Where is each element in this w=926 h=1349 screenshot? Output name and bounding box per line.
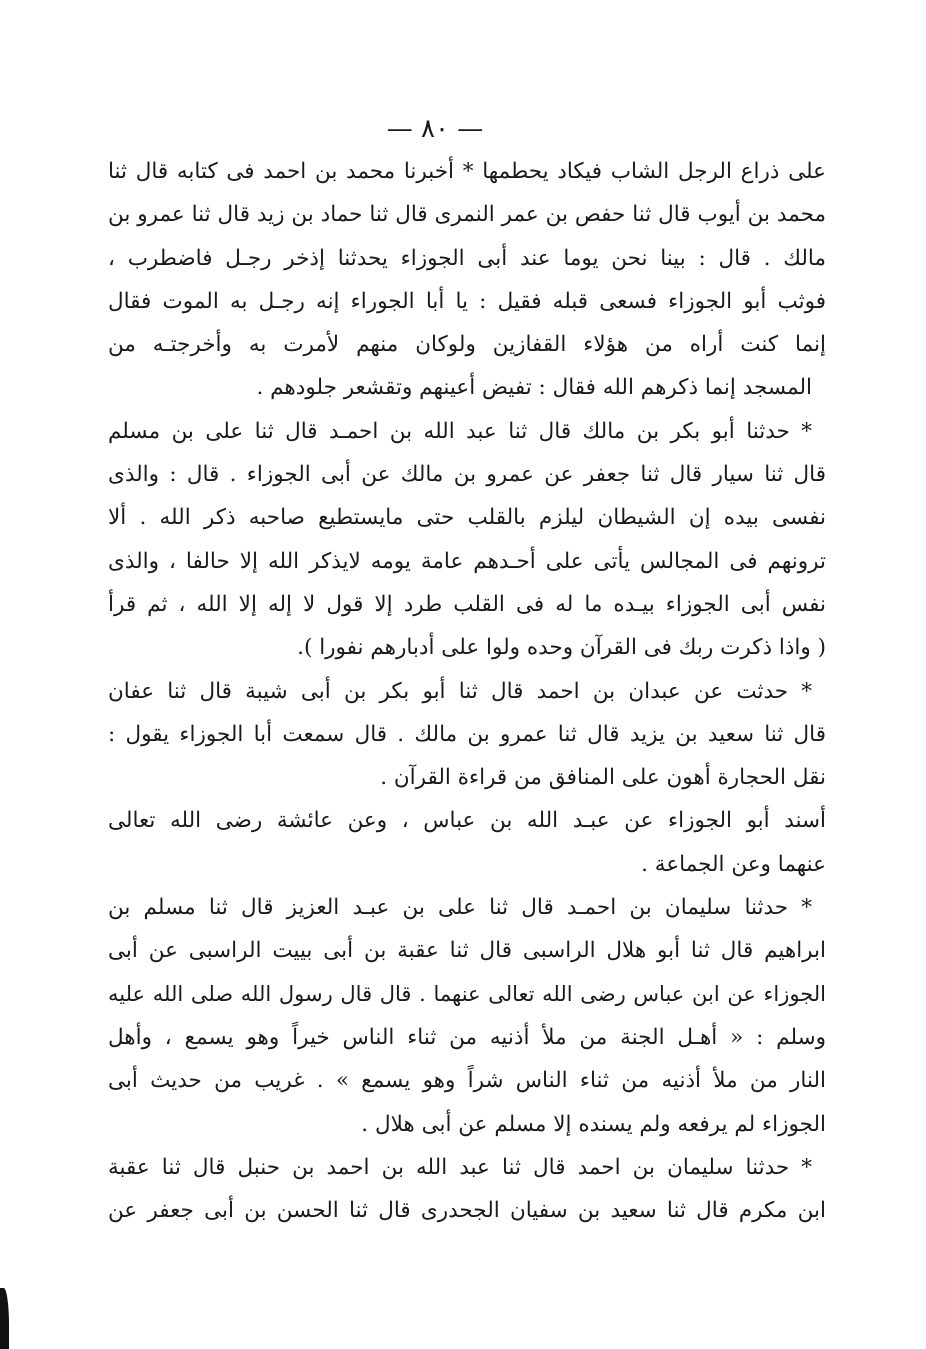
text-line: * حدثنا سليمان بن احمد قال ثنا عبد الله بن احمد بن حنبل قال ثنا عقبة: [108, 1154, 812, 1180]
text-line: ابن مكرم قال ثنا سعيد بن سفيان الجحدرى قال ثنا الحسن بن أبى جعفر عن: [108, 1198, 826, 1224]
text-line: ابراهيم قال ثنا أبو هلال الراسبى قال ثنا عقبة بن أبى بييت الراسبى عن أبى: [108, 938, 826, 964]
text-line: الجوزاء عن ابن عباس رضى الله تعالى عنهما . قال قال رسول الله صلى الله عليه: [108, 981, 826, 1006]
text-line: قال ثنا سيار قال ثنا جعفر عن عمرو بن مالك عن أبى الجوزاء . قال : والذى: [108, 462, 826, 488]
text-line: النار من ملأ أذنيه من ثناء الناس شراً وهو يسمع » . غريب من حديث أبى: [108, 1068, 826, 1094]
text-line: نفس أبى الجوزاء بيـده ما له فى القلب طرد إلا قول لا إله إلا الله ، ثم قرأ: [108, 591, 826, 617]
text-line: ترونهم فى المجالس يأتى على أحـدهم عامة يومه لايذكر الله إلا حالفا ، والذى: [108, 548, 826, 574]
text-line: إنما كنت أراه من هؤلاء القفازين ولوكان منهم لأمرت به وأخرجتـه من: [108, 332, 826, 358]
text-line: * حدثت عن عبدان بن احمد قال ثنا أبو بكر بن أبى شيبة قال ثنا عفان: [108, 678, 812, 704]
text-line: عنهما وعن الجماعة .: [641, 851, 826, 877]
text-line: محمد بن أيوب قال ثنا حفص بن عمر النمرى قال ثنا حماد بن زيد قال ثنا عمرو بن: [108, 202, 826, 228]
text-line: فوثب أبو الجوزاء فسعى قبله فقيل : يا أبا الجوراء إنه رجـل به الموت فقال: [108, 288, 826, 314]
text-line: مالك . قال : بينا نحن يوما عند أبى الجوزاء يحدثنا إذخر رجـل فاضطرب ،: [108, 245, 826, 271]
text-line: أسند أبو الجوزاء عن عبـد الله بن عباس ، وعن عائشة رضى الله تعالى: [108, 808, 826, 834]
body-text: [108, 150, 826, 1232]
text-line: قال ثنا سعيد بن يزيد قال ثنا عمرو بن مالك . قال سمعت أبا الجوزاء يقول :: [108, 721, 826, 747]
page-number: — ٨٠ —: [386, 114, 484, 144]
text-line: نفسى بيده إن الشيطان ليلزم بالقلب حتى مايستطيع صاحبه ذكر الله . ألا: [108, 505, 826, 531]
text-line: المسجد إنما ذكرهم الله فقال : تفيض أعينهم وتقشعر جلودهم .: [256, 375, 812, 401]
text-line: * حدثنا سليمان بن احمـد قال ثنا على بن عبـد العزيز قال ثنا مسلم بن: [108, 895, 812, 921]
text-line: على ذراع الرجل الشاب فيكاد يحطمها * أخبرنا محمد بن احمد فى كتابه قال ثنا: [108, 159, 826, 184]
text-line: الجوزاء لم يرفعه ولم يسنده إلا مسلم عن أبى هلال .: [361, 1111, 826, 1137]
text-line: وسلم : « أهـل الجنة من ملأ أذنيه من ثناء الناس خيراً وهو يسمع ، وأهل: [108, 1024, 826, 1050]
text-line: نقل الحجارة أهون على المنافق من قراءة القرآن .: [380, 765, 826, 791]
scan-edge-mark: [0, 1288, 9, 1349]
text-line: * حدثنا أبو بكر بن مالك قال ثنا عبد الله بن احمـد قال ثنا على بن مسلم: [108, 418, 812, 444]
text-line: ( واذا ذكرت ربك فى القرآن وحده ولوا على أدبارهم نفورا ).: [297, 635, 826, 661]
